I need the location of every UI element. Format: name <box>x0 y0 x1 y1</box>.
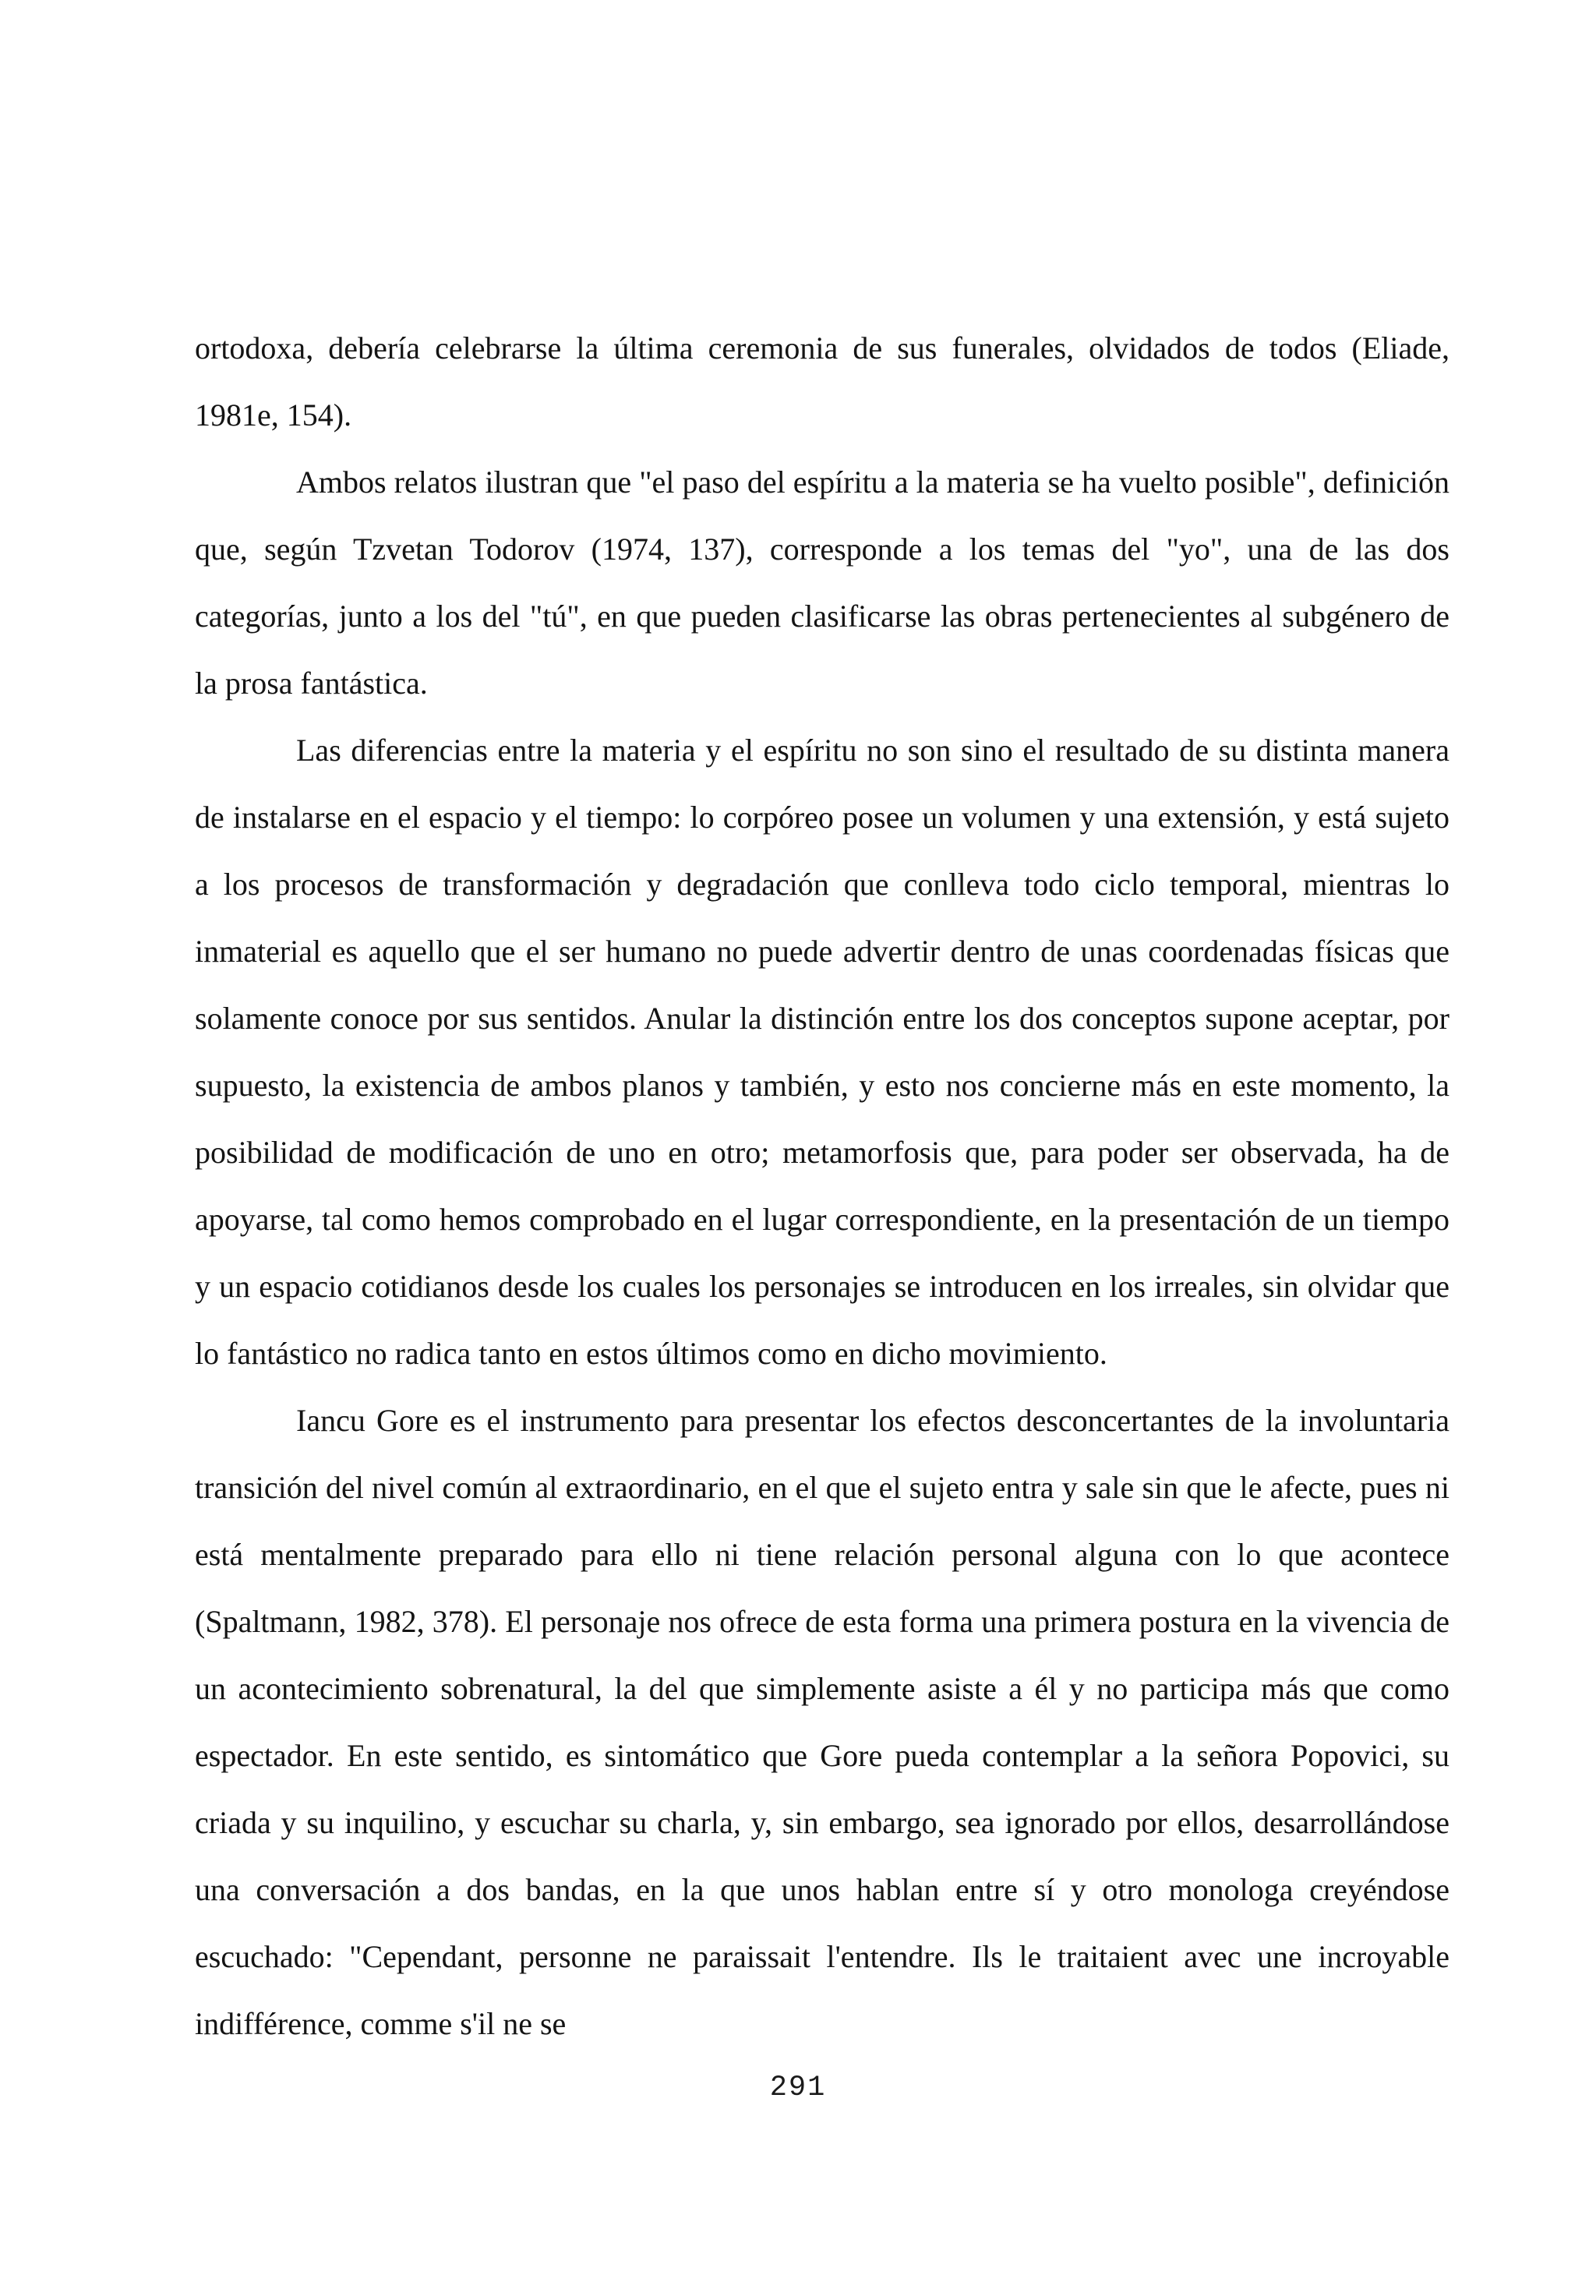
paragraph-continuation: ortodoxa, debería celebrarse la última ceremonia de sus funerales, olvidados de todos (Eliade, 1981e, 154). <box>195 330 1449 433</box>
paragraph-iancu-gore: Iancu Gore es el instrumento para presentar los efectos desconcertantes de la involuntaria transición del nivel común al extraordinario, en el que el sujeto entra y sale sin que le afecte, pues ni está mentalmente preparado para ello ni tiene relación personal alguna con lo que acontece (Spaltmann, 1982, 378). El personaje nos ofrece de esta forma una primera postura en la vivencia de un acontecimiento sobrenatural, la del que simplemente asiste a él y no participa más que como espectador. En este sentido, es sintomático que Gore pueda contemplar a la señora Popovici, su criada y su inquilino, y escuchar su charla, y, sin embargo, sea ignorado por ellos, desarrollándose una conversación a dos bandas, en la que unos hablan entre sí y otro monologa creyéndose escuchado: "Cependant, personne ne paraissait l'entendre. Ils le traitaient avec une incroyable indifférence, comme s'il ne se <box>195 1403 1449 2041</box>
body-text <box>195 315 1449 2058</box>
page-number: 291 <box>769 2072 827 2104</box>
paragraph-materia-espiritu: Las diferencias entre la materia y el espíritu no son sino el resultado de su distinta manera de instalarse en el espacio y el tiempo: lo corpóreo posee un volumen y una extensión, y está sujeto a los procesos de transformación y degradación que conlleva todo ciclo temporal, mientras lo inmaterial es aquello que el ser humano no puede advertir dentro de unas coordenadas físicas que solamente conoce por sus sentidos. Anular la distinción entre los dos conceptos supone aceptar, por supuesto, la existencia de ambos planos y también, y esto nos concierne más en este momento, la posibilidad de modificación de uno en otro; metamorfosis que, para poder ser observada, ha de apoyarse, tal como hemos comprobado en el lugar correspondiente, en la presentación de un tiempo y un espacio cotidianos desde los cuales los personajes se introducen en los irreales, sin olvidar que lo fantástico no radica tanto en estos últimos como en dicho movimiento. <box>195 733 1449 1371</box>
paragraph-todorov: Ambos relatos ilustran que "el paso del espíritu a la materia se ha vuelto posible", definición que, según Tzvetan Todorov (1974, 137), corresponde a los temas del "yo", una de las dos categorías, junto a los del "tú", en que pueden clasificarse las obras pertenecientes al subgénero de la prosa fantástica. <box>195 464 1449 701</box>
